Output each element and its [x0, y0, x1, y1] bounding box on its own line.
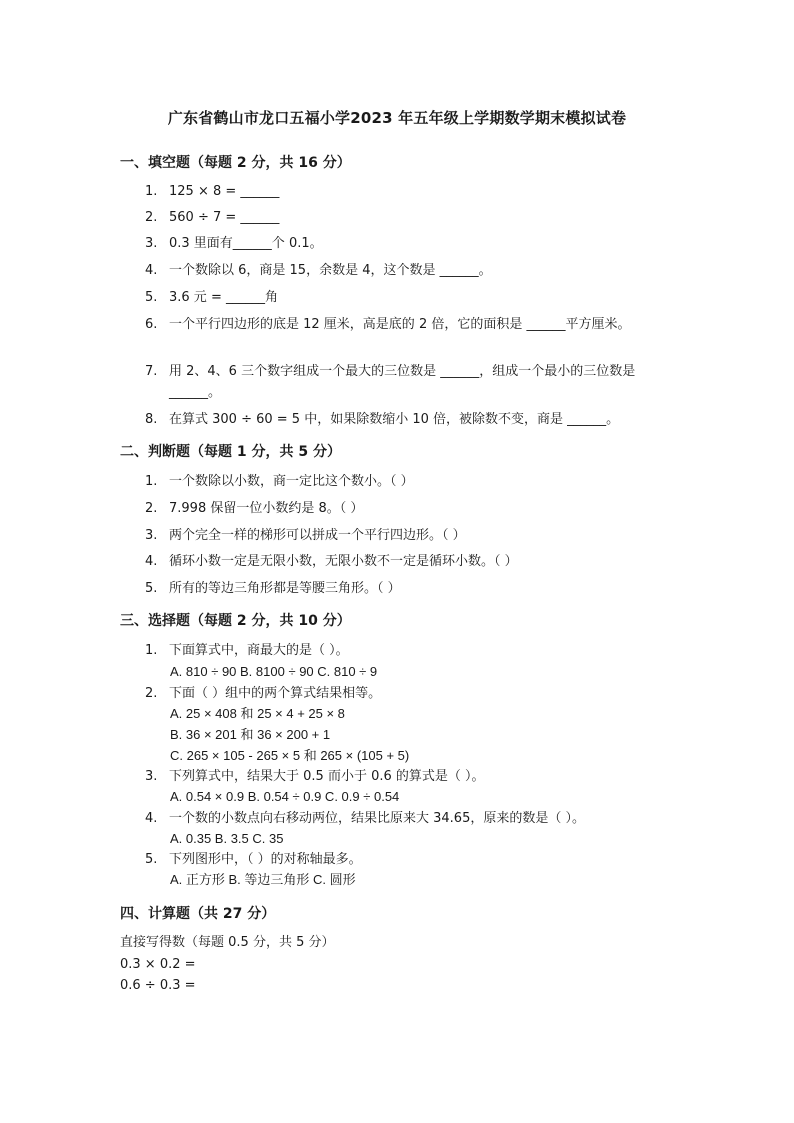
choice-option-a: A. 25 × 408 和 25 × 4 + 25 × 8	[170, 706, 345, 721]
choice-options: A. 0.35 B. 3.5 C. 35	[170, 831, 284, 846]
question-item	[145, 808, 685, 829]
question-number: 4.	[145, 263, 158, 278]
question-item	[145, 181, 685, 202]
question-item	[145, 361, 685, 403]
question-number: 5.	[145, 581, 158, 596]
question-item	[145, 409, 685, 430]
question-item	[145, 471, 685, 492]
question-text: 两个完全一样的梯形可以拼成一个平行四边形。（ ）	[169, 528, 466, 543]
question-item	[145, 287, 685, 308]
question-item	[145, 578, 685, 599]
question-text: 下列图形中，（ ）的对称轴最多。	[169, 852, 362, 867]
question-text: 3.6 元 = ______角	[169, 290, 278, 305]
question-text: 下面算式中，商最大的是（ ）。	[169, 643, 349, 658]
question-item	[145, 207, 685, 228]
question-item	[145, 525, 685, 546]
subsection-intro: 直接写得数（每题 0.5 分，共 5 分）	[120, 935, 335, 950]
question-item	[145, 683, 685, 704]
question-item	[145, 766, 685, 787]
question-text: 循环小数一定是无限小数，无限小数不一定是循环小数。（ ）	[169, 554, 518, 569]
question-text: 一个数除以 6，商是 15，余数是 4，这个数是 ______。	[169, 263, 492, 278]
question-text: 用 2、4、6 三个数字组成一个最大的三位数是 ______，组成一个最小的三位数是______。	[169, 364, 636, 400]
question-text: 一个平行四边形的底是 12 厘米，高是底的 2 倍，它的面积是 ______平方厘米。	[169, 317, 631, 332]
question-text: 560 ÷ 7 = ______	[169, 210, 280, 225]
question-number: 8.	[145, 412, 158, 427]
question-text: 下列算式中，结果大于 0.5 而小于 0.6 的算式是（ ）。	[169, 769, 485, 784]
question-number: 5.	[145, 852, 158, 867]
choice-options: A. 0.54 × 0.9 B. 0.54 ÷ 0.9 C. 0.9 ÷ 0.54	[170, 789, 400, 804]
calc-line: 0.3 × 0.2 =	[120, 957, 196, 972]
question-text: 一个数的小数点向右移动两位，结果比原来大 34.65，原来的数是（ ）。	[169, 811, 585, 826]
section-heading-true-false: 二、判断题（每题 1 分，共 5 分）	[120, 444, 341, 460]
question-item	[145, 260, 685, 281]
question-text: 在算式 300 ÷ 60 = 5 中，如果除数缩小 10 倍，被除数不变，商是 ______。	[169, 412, 620, 427]
question-number: 7.	[145, 364, 158, 379]
question-number: 1.	[145, 184, 158, 199]
question-number: 1.	[145, 643, 158, 658]
question-number: 4.	[145, 554, 158, 569]
question-number: 6.	[145, 317, 158, 332]
question-text: 下面（ ）组中的两个算式结果相等。	[169, 686, 382, 701]
section-heading-multiple-choice: 三、选择题（每题 2 分，共 10 分）	[120, 613, 351, 629]
choice-option-c: C. 265 × 105 - 265 × 5 和 265 × (105 + 5)	[170, 748, 410, 763]
question-item	[145, 233, 685, 254]
question-number: 1.	[145, 474, 158, 489]
question-item	[145, 498, 685, 519]
question-number: 2.	[145, 686, 158, 701]
choice-option-b: B. 36 × 201 和 36 × 200 + 1	[170, 727, 331, 742]
question-item	[145, 640, 685, 661]
question-number: 5.	[145, 290, 158, 305]
page-title: 广东省鹤山市龙口五福小学2023 年五年级上学期数学期末模拟试卷	[167, 109, 627, 127]
question-number: 2.	[145, 501, 158, 516]
calc-line: 0.6 ÷ 0.3 =	[120, 978, 196, 993]
question-item	[145, 551, 685, 572]
question-number: 3.	[145, 236, 158, 251]
question-number: 3.	[145, 528, 158, 543]
question-item	[145, 314, 685, 335]
section-heading-fill-in: 一、填空题（每题 2 分，共 16 分）	[120, 155, 351, 171]
section-heading-calculation: 四、计算题（共 27 分）	[120, 906, 276, 922]
choice-options: A. 正方形 B. 等边三角形 C. 圆形	[170, 872, 356, 887]
question-item	[145, 849, 685, 870]
question-number: 2.	[145, 210, 158, 225]
question-number: 4.	[145, 811, 158, 826]
question-number: 3.	[145, 769, 158, 784]
question-text: 7.998 保留一位小数约是 8。（ ）	[169, 501, 364, 516]
question-text: 一个数除以小数，商一定比这个数小。（ ）	[169, 474, 414, 489]
question-text: 125 × 8 = ______	[169, 184, 280, 199]
choice-options: A. 810 ÷ 90 B. 8100 ÷ 90 C. 810 ÷ 9	[170, 664, 378, 679]
question-text: 所有的等边三角形都是等腰三角形。（ ）	[169, 581, 401, 596]
question-text: 0.3 里面有______个 0.1。	[169, 236, 323, 251]
